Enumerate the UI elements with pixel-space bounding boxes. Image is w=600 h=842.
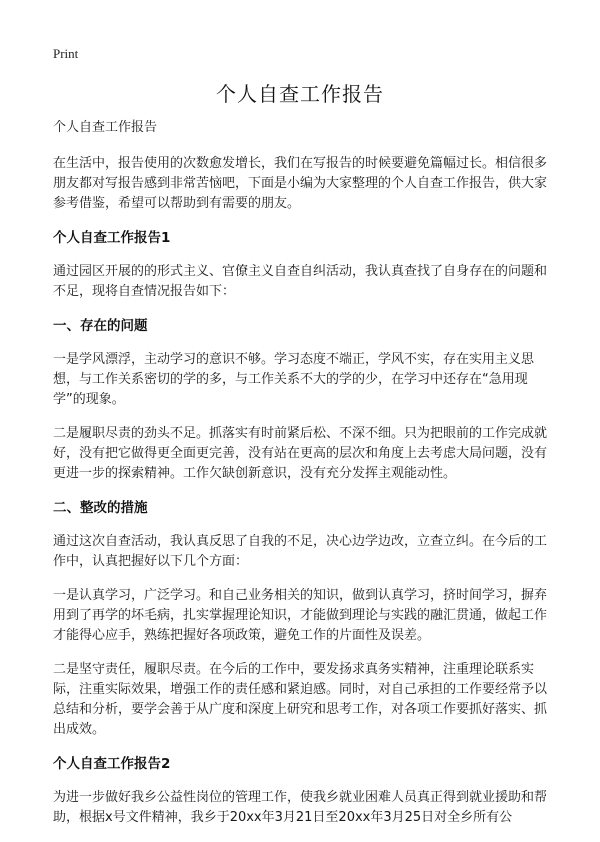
problem-1-paragraph: 一是学风漂浮，主动学习的意识不够。学习态度不端正，学风不实，存在实用主义思想，与工作关系密切的学的多，与工作关系不大的学的少，在学习中还存在“急用现学”的现象。 — [53, 352, 535, 407]
page-title: 个人自查工作报告 — [216, 82, 384, 106]
problem-2-paragraph: 二是履职尽责的劲头不足。抓落实有时前紧后松、不深不细。只为把眼前的工作完成就好，没有把它做得更全面更完善，没有站在更高的层次和角度上去考虑大局问题，没有更进一步的探索精神。工作欠缺创新意识，没有充分发挥主观能动性。 — [53, 426, 548, 481]
measure-2-paragraph: 二是坚守责任，履职尽责。在今后的工作中，要发扬求真务实精神，注重理论联系实际，注重实际效果，增强工作的责任感和紧迫感。同时，对自己承担的工作要经常予以总结和分析，要学会善于从广度和深度上研究和思考工作，对各项工作要抓好落实、抓出成效。 — [53, 662, 548, 737]
report-1-intro-paragraph: 通过园区开展的的形式主义、官僚主义自查自纠活动，我认真查找了自身存在的问题和不足，现将自查情况报告如下： — [53, 264, 548, 299]
print-link[interactable]: Print — [53, 46, 79, 61]
report-1-heading: 个人自查工作报告1 — [53, 230, 171, 246]
document-body — [53, 118, 553, 842]
measures-intro-paragraph: 通过这次自查活动，我认真反思了自我的不足，决心边学边改，立查立纠。在今后的工作中，认真把握好以下几个方面： — [53, 534, 548, 569]
report-2-heading: 个人自查工作报告2 — [53, 756, 171, 772]
measure-1-paragraph: 一是认真学习，广泛学习。和自己业务相关的知识，做到认真学习，挤时间学习，摒弃用到了再学的坏毛病，扎实掌握理论知识，才能做到理论与实践的融汇贯通，做起工作才能得心应手，熟练把握好各项政策，避免工作的片面性及误差。 — [53, 588, 548, 643]
measures-heading: 二、整改的措施 — [53, 500, 148, 516]
problems-heading: 一、存在的问题 — [53, 318, 148, 334]
report-2-intro-paragraph: 为进一步做好我乡公益性岗位的管理工作，使我乡就业困难人员真正得到就业援助和帮助，根据x号文件精神，我乡于20xx年3月21日至20xx年3月25日对全乡所有公 — [53, 790, 548, 825]
intro-paragraph: 在生活中，报告使用的次数愈发增长，我们在写报告的时候要避免篇幅过长。相信很多朋友都对写报告感到非常苦恼吧，下面是小编为大家整理的个人自查工作报告，供大家参考借鉴，希望可以帮助到有需要的朋友。 — [53, 156, 548, 211]
document-subtitle: 个人自查工作报告 — [53, 120, 158, 135]
